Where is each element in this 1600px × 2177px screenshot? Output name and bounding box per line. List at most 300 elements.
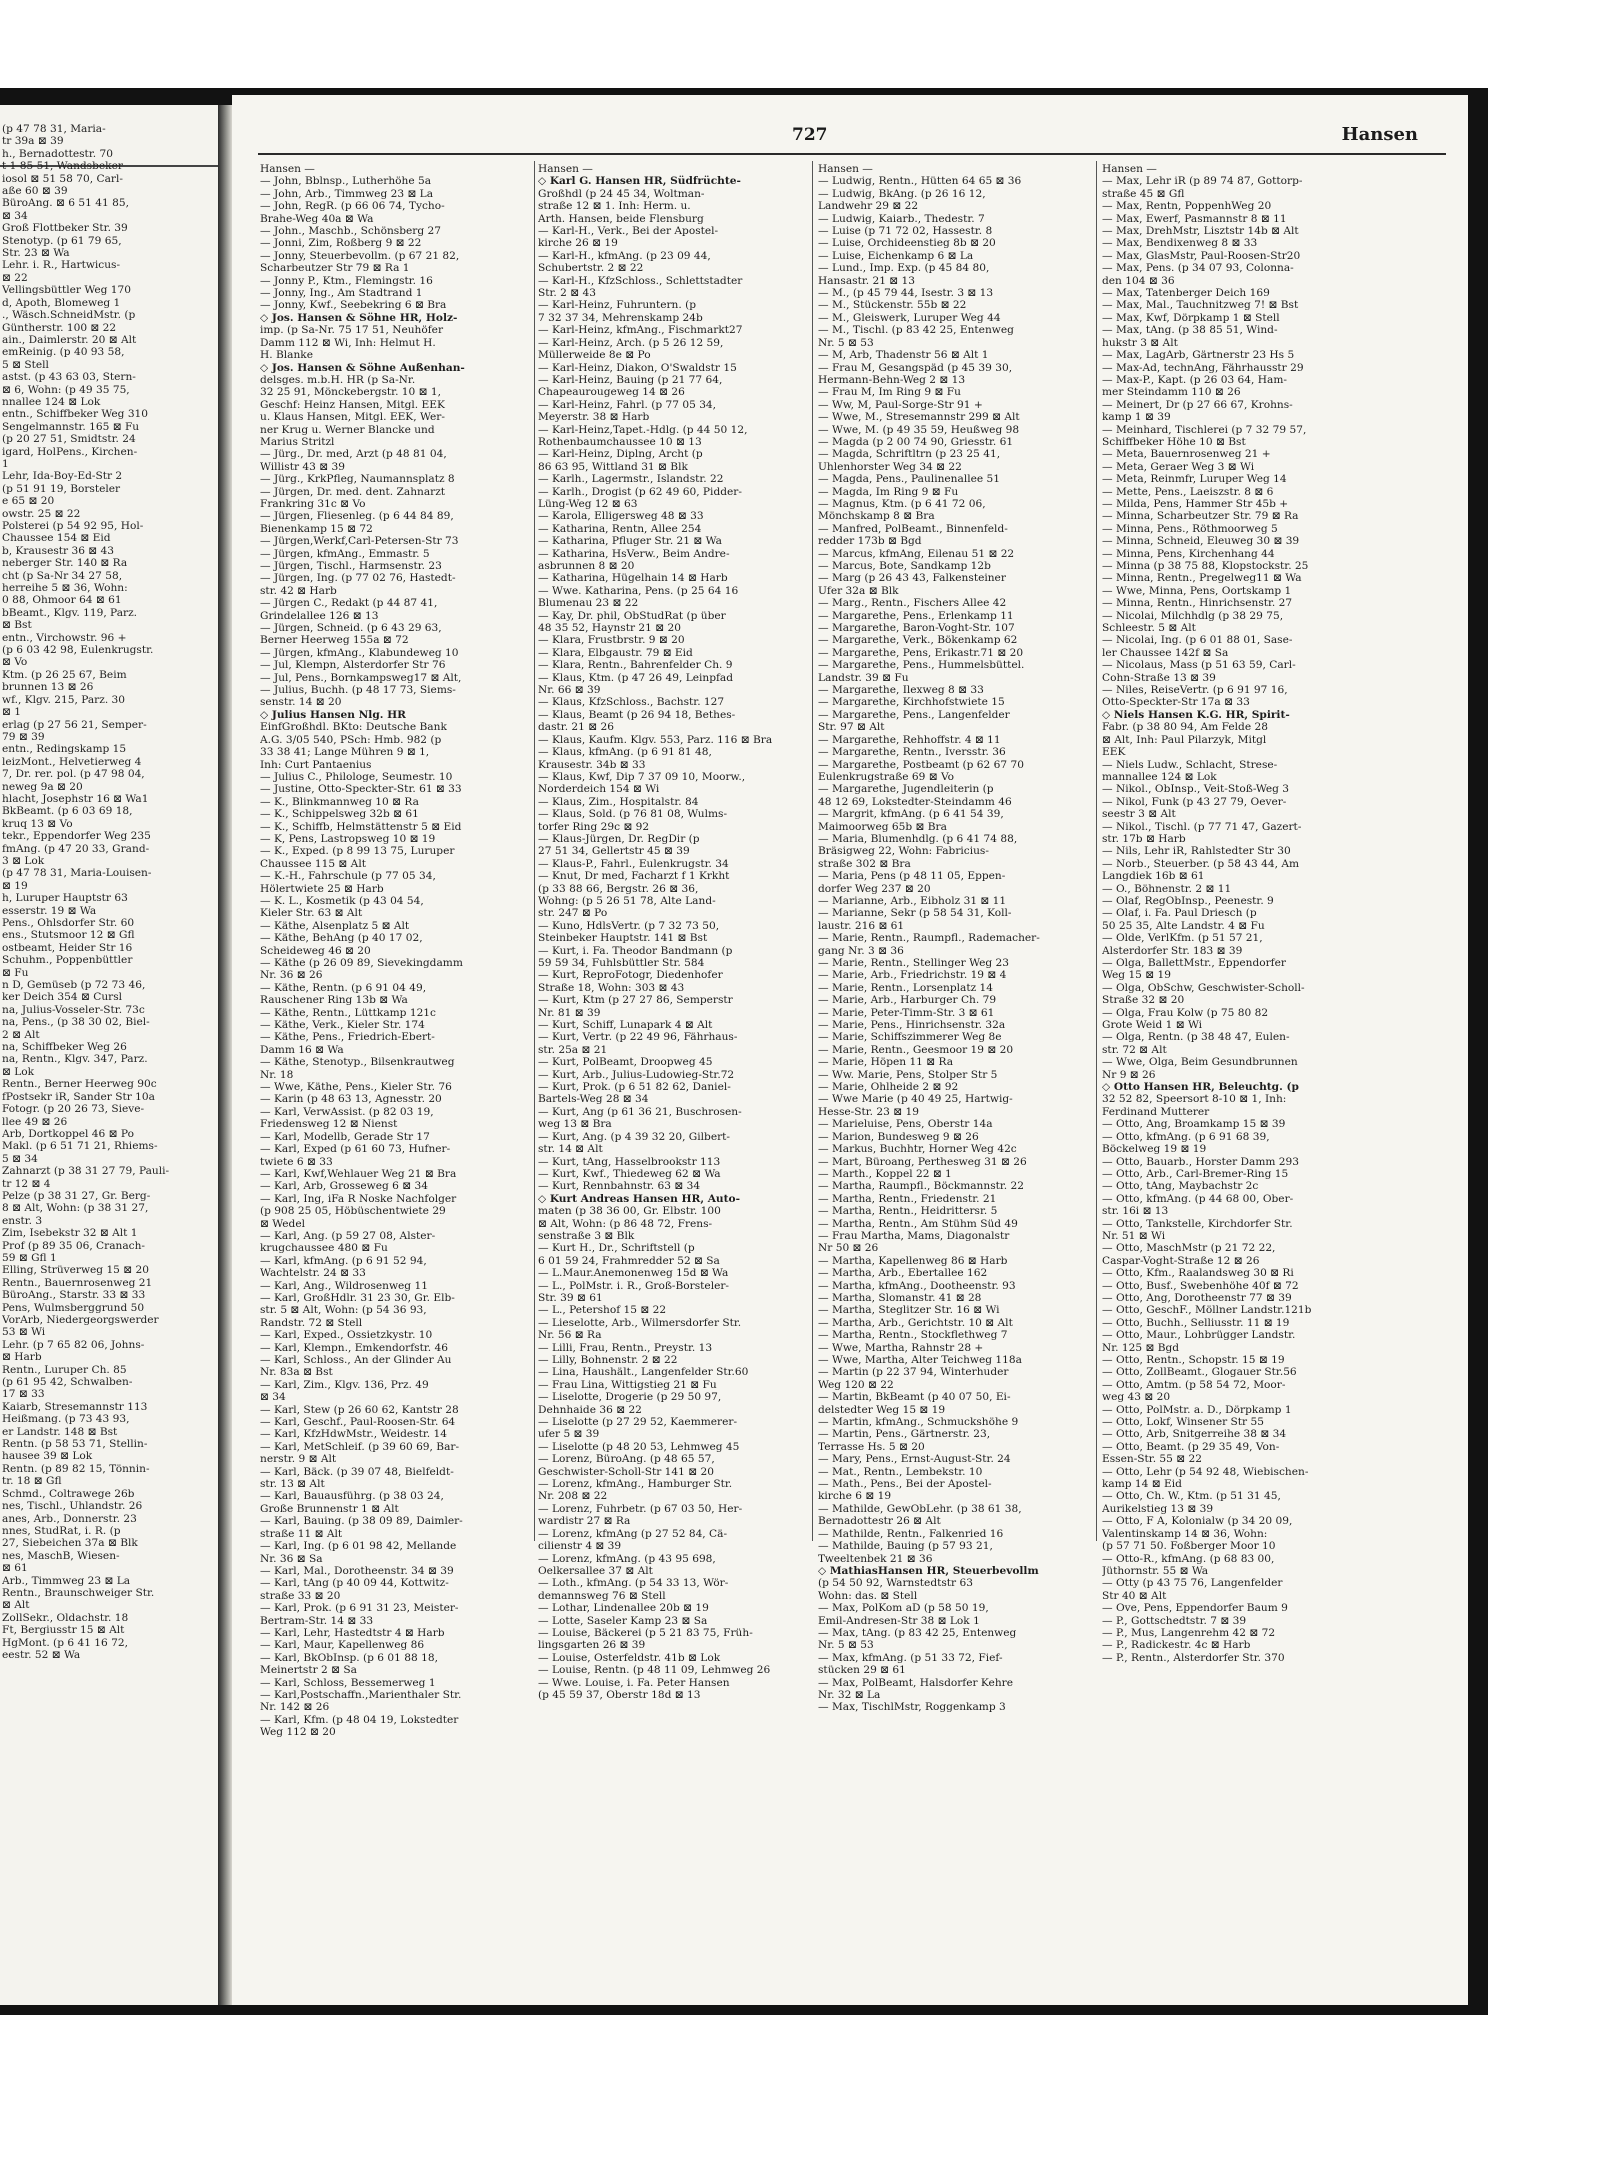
directory-entry-line: Böckelweg 19 ⊠ 19 — [1102, 1143, 1207, 1156]
directory-entry-line: torfer Ring 29c ⊠ 92 — [538, 820, 650, 833]
directory-entry-line: Geschwister-Scholl-Str 141 ⊠ 20 — [538, 1465, 714, 1478]
directory-entry-line: — Luise (p 71 72 02, Hassestr. 8 — [818, 225, 993, 238]
directory-entry-line: — Karl, Maur, Kapellenweg 86 — [260, 1639, 425, 1652]
directory-entry-line: (p 47 78 31, Maria- — [2, 123, 106, 135]
directory-entry-line: eestr. 52 ⊠ Wa — [2, 1648, 81, 1661]
directory-entry-line: maten (p 38 36 00, Gr. Elbstr. 100 — [538, 1205, 721, 1218]
directory-entry-line: Bräsigweg 22, Wohn: Fabricius- — [818, 845, 989, 858]
directory-entry-line: — K., Schiffb, Helmstättenstr 5 ⊠ Eid — [260, 820, 462, 833]
directory-entry-line: — Martha, Rentn., Heidrittersr. 5 — [818, 1205, 998, 1218]
directory-entry-line: — Karl, Bäck. (p 39 07 48, Bielfeldt- — [260, 1465, 454, 1478]
book-gutter — [218, 105, 232, 2005]
directory-entry-line: — Ludwig, Kaiarb., Thedestr. 7 — [818, 212, 985, 225]
directory-entry-line: — Olde, VerlKfm. (p 51 57 21, — [1102, 932, 1263, 945]
directory-entry-line: — Martha, Kapellenweg 86 ⊠ Harb — [818, 1254, 1008, 1267]
directory-entry-line: — Meta, Bauernrosenweg 21 + — [1102, 448, 1271, 461]
directory-entry-line: — Nikol., ObInsp., Veit-Stoß-Weg 3 — [1102, 783, 1290, 796]
directory-entry-line: — Otto-R., kfmAng. (p 68 83 00, — [1102, 1552, 1275, 1565]
directory-entry-line: — Nikol, Funk (p 43 27 79, Oever- — [1102, 795, 1287, 808]
directory-entry-line: — Karl, Zim., Klgv. 136, Prz. 49 — [260, 1378, 429, 1391]
directory-entry-line: — Klaus, kfmAng. (p 6 91 81 48, — [538, 746, 712, 759]
directory-entry-line: — Mart, Büroang, Perthesweg 31 ⊠ 26 — [818, 1155, 1027, 1168]
directory-entry-line: na, Schiffbeker Weg 26 — [2, 1041, 127, 1054]
directory-entry-line: kirche 26 ⊠ 19 — [538, 237, 618, 250]
directory-entry-line: ⊠ 19 — [2, 879, 28, 892]
directory-entry-line: Güntherstr. 100 ⊠ 22 — [2, 321, 117, 334]
directory-entry-line: — Marie, Arb., Friedrichstr. 19 ⊠ 4 — [818, 969, 1007, 982]
directory-entry-line: — Karl, BkObInsp. (p 6 01 88 18, — [260, 1651, 438, 1664]
directory-entry-line: — Margarethe, Ilexweg 8 ⊠ 33 — [818, 684, 984, 697]
directory-entry-line: — M., (p 45 79 44, Isestr. 3 ⊠ 13 — [818, 287, 994, 300]
directory-entry-line: Makl. (p 6 51 71 21, Rhiems- — [2, 1140, 158, 1153]
directory-entry-line: ⊠ 61 — [2, 1562, 28, 1575]
directory-entry-line: Chaussee 154 ⊠ Eid — [2, 532, 111, 545]
directory-entry-line: nes, MaschB, Wiesen- — [2, 1549, 120, 1562]
directory-entry-line: — Martha, Steglitzer Str. 16 ⊠ Wi — [818, 1304, 1000, 1317]
directory-entry-line: — Klara, Frustbrstr. 9 ⊠ 20 — [538, 634, 685, 647]
directory-entry-line: — Max-Ad, technAng, Fährhausstr 29 — [1102, 361, 1304, 374]
directory-entry-line: str. 5 ⊠ Alt, Wohn: (p 54 36 93, — [260, 1304, 427, 1317]
directory-entry-line: Nr. 51 ⊠ Wi — [1102, 1229, 1166, 1242]
directory-entry-line: — P., Gottschedtstr. 7 ⊠ 39 — [1102, 1614, 1247, 1627]
directory-entry-line: t 1 85 51, Wandsbeker — [2, 160, 123, 173]
directory-entry-line: Willistr 43 ⊠ 39 — [260, 460, 345, 473]
directory-entry-line: — Klaus, Kwf, Dip 7 37 09 10, Moorw., — [538, 770, 746, 783]
directory-entry-line: — Otto, Arb, Snitgerreihe 38 ⊠ 34 — [1102, 1428, 1287, 1441]
directory-entry-line: — Marth., Koppel 22 ⊠ 1 — [818, 1167, 952, 1180]
directory-entry-line: — Klaus, Sold. (p 76 81 08, Wulms- — [538, 808, 728, 821]
directory-entry-line: Nr. 83a ⊠ Bst — [260, 1366, 333, 1379]
directory-entry-line: (p 33 88 66, Bergstr. 26 ⊠ 36, — [538, 882, 699, 895]
directory-entry-line: — Maria, Blumenhdlg. (p 6 41 74 88, — [818, 832, 1018, 845]
directory-entry-line: Nr. 142 ⊠ 26 — [260, 1701, 330, 1714]
directory-entry-line: 50 25 35, Alte Landstr. 4 ⊠ Fu — [1102, 919, 1265, 932]
directory-entry-line: — Kurt, Kwf., Thiedeweg 62 ⊠ Wa — [538, 1167, 721, 1180]
directory-entry-line: — Wwe. Louise, i. Fa. Peter Hansen — [538, 1676, 730, 1689]
directory-entry-line: ZollSekr., Oldachstr. 18 — [2, 1611, 129, 1624]
directory-entry-line: — Mette, Pens., Laeiszstr. 8 ⊠ 6 — [1102, 485, 1274, 498]
directory-entry-line: delsges. m.b.H. HR (p Sa-Nr. — [260, 373, 416, 386]
directory-entry-line: — Mary, Pens., Ernst-August-Str. 24 — [818, 1453, 1011, 1466]
directory-entry-line: ostbeamt, Heider Str 16 — [2, 941, 133, 954]
directory-entry-line: — John., Maschb., Schönsberg 27 — [260, 225, 441, 238]
directory-entry-line: — Nils, Lehr iR, Rahlstedter Str 30 — [1102, 845, 1291, 858]
directory-entry-line: — Karl, Exped., Ossietzkystr. 10 — [260, 1329, 433, 1342]
directory-entry-line: str. 16i ⊠ 13 — [1102, 1205, 1169, 1218]
directory-entry-line: seestr 3 ⊠ Alt — [1102, 808, 1176, 821]
directory-entry-line: — Otto, Ch. W., Ktm. (p 51 31 45, — [1102, 1490, 1281, 1503]
directory-entry-line: ler Chaussee 142f ⊠ Sa — [1102, 646, 1229, 659]
directory-entry-line: VorArb, Niedergeorgswerder — [2, 1314, 159, 1326]
directory-entry-line: — Marie, Schiffszimmerer Weg 8e — [818, 1031, 1002, 1044]
directory-entry-line: — L., Petershof 15 ⊠ 22 — [538, 1304, 667, 1317]
directory-entry-line: — Karl-H., KfzSchloss., Schlettstadter — [538, 274, 743, 287]
directory-entry-line: Wohng: (p 5 26 51 78, Alte Land- — [538, 894, 716, 907]
directory-entry-line: — Marie, Pens., Hinrichsenstr. 32a — [818, 1019, 1006, 1032]
directory-entry-line: Scheideweg 46 ⊠ 20 — [260, 944, 371, 957]
directory-entry-line: — Liselotte (p 27 29 52, Kaemmerer- — [538, 1416, 738, 1429]
directory-entry-line: Alsterdorfer Str. 183 ⊠ 39 — [1102, 944, 1243, 957]
directory-entry-line: — Math., Pens., Bei der Apostel- — [818, 1478, 992, 1491]
directory-entry-line: — Wwe, Martha, Rahnstr 28 + — [818, 1341, 984, 1354]
directory-entry-line: 7 32 37 34, Mehrenskamp 24b — [538, 311, 703, 324]
directory-entry-line: Wohn: das. ⊠ Stell — [818, 1589, 918, 1602]
directory-entry-line: — John, Arb., Timmweg 23 ⊠ La — [260, 187, 434, 200]
directory-entry-line: gang Nr. 3 ⊠ 36 — [818, 944, 904, 957]
directory-entry-line: — Frau M, Gesangspäd (p 45 39 30, — [818, 361, 1013, 374]
directory-entry-line: — Wwe, M., Stresemannstr 299 ⊠ Alt — [818, 411, 1020, 424]
directory-entry-line: Scharbeutzer Str 79 ⊠ Ra 1 — [260, 262, 410, 275]
directory-entry-line: Nr. 32 ⊠ La — [818, 1688, 881, 1701]
directory-entry-line: — Louise, Osterfeldstr. 41b ⊠ Lok — [538, 1651, 721, 1664]
directory-entry-line: Nr. 208 ⊠ 22 — [538, 1490, 608, 1503]
directory-entry-line: — Marie, Rentn., Stellinger Weg 23 — [818, 957, 1010, 969]
directory-entry-line: — Nicolai, Ing. (p 6 01 88 01, Sase- — [1102, 634, 1293, 647]
directory-entry-line: — Marg., Rentn., Fischers Allee 42 — [818, 597, 1007, 610]
directory-entry-line: — Lotte, Saseler Kamp 23 ⊠ Sa — [538, 1614, 708, 1627]
directory-entry-line: — Karl, Lehr, Hastedtstr 4 ⊠ Harb — [260, 1626, 445, 1639]
directory-entry-line: Rentn., Braunschweiger Str. — [2, 1586, 155, 1599]
directory-entry-line: — Karl-Heinz, Bauing (p 21 77 64, — [538, 373, 723, 386]
directory-entry-line: Grindelallee 126 ⊠ 13 — [260, 609, 379, 622]
directory-entry-line: str. 247 ⊠ Po — [538, 907, 608, 920]
directory-entry-line: ⊠ Vo — [2, 656, 28, 669]
directory-entry-line: — Karl, Bauausführg. (p 38 03 24, — [260, 1490, 444, 1503]
directory-entry-line: Str 40 ⊠ Alt — [1102, 1589, 1167, 1602]
directory-entry-line: 5 ⊠ Stell — [2, 358, 49, 371]
directory-entry-line: mannallee 124 ⊠ Lok — [1102, 770, 1217, 783]
directory-entry-line: — Martin, Pens., Gärtnerstr. 23, — [818, 1428, 991, 1441]
directory-entry-line: Valentinskamp 14 ⊠ 36, Wohn: — [1102, 1527, 1268, 1540]
directory-entry-line: Hansen — — [260, 163, 315, 175]
directory-entry-line: — Martha, Arb., Ebertallee 162 — [818, 1267, 988, 1280]
directory-entry-line: — Magda, Im Ring 9 ⊠ Fu — [818, 485, 959, 498]
directory-entry-line: Prof (p 89 35 06, Cranach- — [2, 1239, 146, 1252]
directory-entry-line: Hölertwiete 25 ⊠ Harb — [260, 882, 384, 895]
directory-entry-line: h., Bernadottestr. 70 — [2, 147, 113, 160]
directory-entry-line: — Karin (p 48 63 13, Agnesstr. 20 — [260, 1093, 442, 1106]
directory-entry-line: — Karola, Elligersweg 48 ⊠ 33 — [538, 510, 704, 523]
directory-entry-line: — M., Stückenstr. 55b ⊠ 22 — [818, 299, 967, 312]
directory-entry-line: — Lorenz, kfmAng., Hamburger Str. — [538, 1478, 733, 1491]
directory-entry-line: aße 60 ⊠ 39 — [2, 185, 68, 198]
directory-entry-line: Nr. 66 ⊠ 39 — [538, 684, 601, 697]
directory-entry-line: — Käthe, BehAng (p 40 17 02, — [260, 932, 423, 945]
directory-entry-line: 32 25 91, Mönckebergstr. 10 ⊠ 1, — [260, 386, 442, 399]
directory-entry-line: Eulenkrugstraße 69 ⊠ Vo — [818, 770, 955, 783]
directory-entry-line: tr 39a ⊠ 39 — [2, 135, 64, 148]
directory-entry-line: lingsgarten 26 ⊠ 39 — [538, 1639, 646, 1652]
directory-entry-line: — Manfred, PolBeamt., Binnenfeld- — [818, 522, 1008, 535]
directory-entry-line: (p 57 71 50. Foßberger Moor 10 — [1102, 1540, 1276, 1553]
directory-entry-line: Maimoorweg 65b ⊠ Bra — [818, 820, 947, 833]
directory-entry-line: Straße 32 ⊠ 20 — [1102, 994, 1185, 1007]
directory-entry-line: BüroAng. ⊠ 6 51 41 85, — [2, 197, 129, 210]
directory-entry-line: — Marie, Rentn., Raumpfl., Rademacher- — [818, 932, 1040, 945]
directory-entry-line: — Otto, Maur., Lohbrügger Landstr. — [1102, 1329, 1296, 1342]
directory-entry-line: — Minna, Schneid, Eleuweg 30 ⊠ 39 — [1102, 535, 1300, 548]
directory-entry-line: Frankring 31c ⊠ Vo — [260, 497, 366, 510]
directory-entry-line: — Olga, ObSchw, Geschwister-Scholl- — [1102, 981, 1305, 994]
directory-entry-line: ◇ Kurt Andreas Hansen HR, Auto- — [538, 1192, 740, 1205]
directory-entry-line: — Käthe, Verk., Kieler Str. 174 — [260, 1019, 425, 1032]
directory-entry-line: str. 25a ⊠ 21 — [538, 1043, 608, 1056]
directory-entry-line: Str. 39 ⊠ 61 — [538, 1291, 603, 1304]
directory-entry-line: — Lothar, Lindenallee 20b ⊠ 19 — [538, 1602, 709, 1615]
directory-entry-line: — Otto, Busf., Swebenhöhe 40f ⊠ 72 — [1102, 1279, 1299, 1292]
directory-entry-line: — Marianne, Arb., Eibholz 31 ⊠ 11 — [818, 894, 1007, 907]
directory-entry-line: entn., Redingskamp 15 — [2, 743, 127, 756]
directory-entry-line: — Jonny, Ing., Am Stadtrand 1 — [260, 287, 423, 300]
directory-entry-line: — Lorenz, kfmAng. (p 43 95 698, — [538, 1552, 716, 1565]
directory-entry-line: — Kurt, ReproFotogr, Diedenhofer — [538, 969, 723, 982]
directory-entry-line: — Marcus, kfmAng, Eilenau 51 ⊠ 22 — [818, 547, 1015, 560]
directory-entry-line: — Minna, Pens., Röthmoorweg 5 — [1102, 522, 1278, 535]
column-divider — [812, 161, 813, 1541]
directory-entry-line: — Mathilde, Rentn., Falkenried 16 — [818, 1527, 1004, 1540]
directory-entry-line: Caspar-Voght-Straße 12 ⊠ 26 — [1102, 1254, 1260, 1267]
directory-entry-line: Terrasse Hs. 5 ⊠ 20 — [818, 1440, 925, 1453]
directory-entry-line: anes, Arb., Donnerstr. 23 — [2, 1512, 137, 1525]
directory-entry-line: — Karl, Kfm. (p 48 04 19, Lokstedter — [260, 1713, 459, 1726]
directory-entry-line: — M., Gleiswerk, Luruper Weg 44 — [818, 311, 1001, 324]
directory-entry-line: — Lieselotte, Arb., Wilmersdorfer Str. — [538, 1316, 742, 1329]
directory-entry-line: str. 42 ⊠ Harb — [260, 584, 337, 597]
directory-entry-line: BkBeamt. (p 6 03 69 18, — [2, 805, 133, 818]
directory-entry-line: — Karl, Schloss, Bessemerweg 1 — [260, 1676, 436, 1689]
directory-entry-line: — Kurt, Ktm (p 27 27 86, Semperstr — [538, 994, 733, 1007]
directory-entry-line: — Max, GlasMstr, Paul-Roosen-Str20 — [1102, 249, 1301, 262]
directory-entry-line: — Kurt, i. Fa. Theodor Bandmann (p — [538, 944, 733, 957]
directory-entry-line: — Olaf, i. Fa. Paul Driesch (p — [1102, 907, 1257, 920]
directory-entry-line: Hansen — — [538, 163, 593, 175]
directory-entry-line: — Max, Lehr iR (p 89 74 87, Gottorp- — [1102, 175, 1303, 188]
directory-entry-line: Berner Heerweg 155a ⊠ 72 — [260, 634, 409, 647]
directory-entry-line: tr 12 ⊠ 4 — [2, 1177, 51, 1190]
directory-entry-line: Schleestr. 5 ⊠ Alt — [1102, 622, 1196, 635]
directory-entry-line: Bertram-Str. 14 ⊠ 33 — [260, 1614, 374, 1627]
directory-entry-line: — Karl, Modellb, Gerade Str 17 — [260, 1130, 430, 1143]
directory-entry-line: ufer 5 ⊠ 39 — [538, 1428, 600, 1441]
directory-entry-line: — Jürgen,Werkf,Carl-Petersen-Str 73 — [260, 535, 459, 548]
directory-entry-line: — Olga, Frau Kolw (p 75 80 82 — [1102, 1006, 1269, 1019]
directory-entry-line: Nr. 36 ⊠ 26 — [260, 969, 323, 982]
directory-entry-line: — Otto, Buchh., Selliusstr. 11 ⊠ 19 — [1102, 1316, 1290, 1329]
directory-entry-line: — Wwe, Olga, Beim Gesundbrunnen — [1102, 1056, 1298, 1069]
directory-entry-line: Hansastr. 21 ⊠ 13 — [818, 274, 916, 287]
directory-entry-line: ◇ Jos. Hansen & Söhne Außenhan- — [260, 361, 465, 374]
directory-entry-line: Schmd., Coltrawege 26b — [2, 1487, 135, 1500]
directory-entry-line: Groß Flottbeker Str. 39 — [2, 222, 128, 235]
directory-entry-line: ⊠ Alt, Wohn: (p 86 48 72, Frens- — [538, 1217, 713, 1230]
directory-entry-line: neweg 9a ⊠ 20 — [2, 780, 83, 793]
directory-entry-line: Rothenbaumchaussee 10 ⊠ 13 — [538, 435, 702, 448]
directory-entry-line: Zahnarzt (p 38 31 27 79, Pauli- — [2, 1165, 170, 1178]
directory-entry-line: — Ww. Marie, Pens, Stolper Str 5 — [818, 1068, 998, 1081]
directory-entry-line: — Klara, Rentn., Bahrenfelder Ch. 9 — [538, 659, 733, 672]
directory-entry-line: Meyerstr. 38 ⊠ Harb — [538, 411, 650, 424]
directory-entry-line: — Martha, Rentn., Stockflethweg 7 — [818, 1329, 1008, 1342]
directory-entry-line: — Max, kfmAng. (p 51 33 72, Fief- — [818, 1651, 1003, 1664]
directory-entry-line: — Margrit, kfmAng. (p 6 41 54 39, — [818, 808, 1004, 821]
directory-entry-line: Str. 23 ⊠ Wa — [2, 247, 70, 260]
directory-entry-line: straße 11 ⊠ Alt — [260, 1527, 343, 1540]
directory-entry-line: — Karl, Schloss., An der Glinder Au — [260, 1354, 452, 1366]
directory-entry-line: Fotogr. (p 20 26 73, Sieve- — [2, 1103, 145, 1116]
directory-entry-line: straße 33 ⊠ 20 — [260, 1589, 341, 1602]
directory-entry-line: — Max, Mal., Tauchnitzweg 7! ⊠ Bst — [1102, 299, 1299, 312]
directory-entry-line: — Jul, Klempn, Alsterdorfer Str 76 — [260, 659, 446, 672]
directory-entry-line: Nr. 5 ⊠ 53 — [818, 336, 874, 349]
directory-entry-line: b, Krausestr 36 ⊠ 43 — [2, 544, 115, 557]
directory-entry-line: (p 6 03 42 98, Eulenkrugstr. — [2, 644, 154, 657]
directory-entry-line: Müllerweide 8e ⊠ Po — [538, 349, 651, 362]
directory-entry-line: h, Luruper Hauptstr 63 — [2, 892, 128, 905]
directory-entry-line: — Max-P., Kapt. (p 26 03 64, Ham- — [1102, 373, 1287, 386]
directory-entry-line: — L., PolMstr. i. R., Groß-Borsteler- — [538, 1279, 729, 1292]
directory-entry-line: — Katharina, HsVerw., Beim Andre- — [538, 547, 730, 560]
directory-entry-line: — Käthe, Alsenplatz 5 ⊠ Alt — [260, 919, 410, 932]
directory-entry-line: Arth. Hansen, beide Flensburg — [538, 212, 704, 225]
directory-entry-line: ◇ Otto Hansen HR, Beleuchtg. (p — [1102, 1081, 1299, 1094]
directory-entry-line: Rentn. (p 89 82 15, Tönnin- — [2, 1462, 150, 1475]
directory-entry-line: — Marion, Bundesweg 9 ⊠ 26 — [818, 1130, 979, 1143]
directory-entry-line: — Otto, F A, Kolonialw (p 34 20 09, — [1102, 1515, 1293, 1528]
directory-entry-line: kamp 1 ⊠ 39 — [1102, 411, 1171, 424]
directory-entry-line: str. 72 ⊠ Alt — [1102, 1043, 1167, 1056]
directory-entry-line: Meinertstr 2 ⊠ Sa — [260, 1664, 357, 1677]
directory-entry-line: — Katharina, Pfluger Str. 21 ⊠ Wa — [538, 535, 722, 548]
directory-entry-line: — Margarethe, Baron-Voght-Str. 107 — [818, 622, 1015, 635]
directory-entry-line: Große Brunnenstr 1 ⊠ Alt — [260, 1502, 399, 1515]
directory-entry-line: — Karl, Geschf., Paul-Roosen-Str. 64 — [260, 1416, 456, 1429]
directory-entry-line: — Martin, BkBeamt (p 40 07 50, Ei- — [818, 1391, 1011, 1404]
directory-entry-line: Arb., Timmweg 23 ⊠ La — [2, 1574, 131, 1587]
directory-entry-line: — Otto, GeschF., Möllner Landstr.121b — [1102, 1304, 1312, 1317]
directory-entry-line: — Otto, kfmAng. (p 44 68 00, Ober- — [1102, 1192, 1294, 1205]
directory-entry-line: — Wwe, Martha, Alter Teichweg 118a — [818, 1354, 1022, 1366]
directory-entry-line: Str. 97 ⊠ Alt — [818, 721, 885, 734]
directory-entry-line: — Otto, Ang, Broamkamp 15 ⊠ 39 — [1102, 1118, 1286, 1131]
directory-entry-line: — Käthe, Rentn. (p 6 91 04 49, — [260, 981, 427, 994]
directory-entry-line: — P., Radickestr. 4c ⊠ Harb — [1102, 1639, 1251, 1652]
directory-entry-line: — Kurt, Arb., Julius-Ludowieg-Str.72 — [538, 1068, 735, 1081]
directory-entry-line: — Mat., Rentn., Lembekstr. 10 — [818, 1465, 983, 1478]
directory-entry-line: dastr. 21 ⊠ 26 — [538, 721, 614, 734]
directory-entry-line: — Max, TischlMstr, Roggenkamp 3 — [818, 1701, 1006, 1714]
directory-entry-line: — Martha, kfmAng., Dootheenstr. 93 — [818, 1279, 1016, 1292]
left-page-fragment — [0, 105, 218, 2005]
directory-entry-line: — Klaus, KfzSchloss., Bachstr. 127 — [538, 696, 725, 709]
directory-entry-line: — Max, PolBeamt, Halsdorfer Kehre — [818, 1676, 1013, 1689]
directory-entry-line: — Marie, Rentn., Lorsenplatz 14 — [818, 981, 994, 994]
directory-entry-line: ⊠ 22 — [2, 271, 28, 284]
directory-entry-line: Bartels-Weg 28 ⊠ 34 — [538, 1093, 649, 1106]
directory-entry-line: — Loth., kfmAng. (p 54 33 13, Wör- — [538, 1577, 729, 1590]
directory-entry-line: krugchaussee 480 ⊠ Fu — [260, 1242, 388, 1255]
directory-entry-line: 5 ⊠ 34 — [2, 1152, 38, 1165]
directory-entry-line: — Kuno, HdlsVertr. (p 7 32 73 50, — [538, 919, 720, 932]
directory-entry-line: cht (p Sa-Nr 34 27 58, — [2, 569, 123, 582]
directory-entry-line: — Max, tAng. (p 83 42 25, Entenweg — [818, 1626, 1017, 1639]
directory-entry-line: Norderdeich 154 ⊠ Wi — [538, 783, 660, 796]
directory-entry-line: — Kurt, tAng, Hasselbrookstr 113 — [538, 1155, 721, 1168]
directory-entry-line: den 104 ⊠ 36 — [1102, 274, 1175, 287]
directory-entry-line: hlacht, Josephstr 16 ⊠ Wa1 — [2, 792, 149, 805]
directory-entry-line: — Olaf, RegObInsp., Peenestr. 9 — [1102, 894, 1274, 907]
directory-entry-line: — Otto, Rentn., Schopstr. 15 ⊠ 19 — [1102, 1354, 1285, 1366]
directory-entry-line: ker Deich 354 ⊠ Cursl — [2, 991, 123, 1004]
directory-entry-line: — Marie, Höpen 11 ⊠ Ra — [818, 1056, 954, 1069]
directory-entry-line: — Max, Pens. (p 34 07 93, Colonna- — [1102, 262, 1294, 275]
directory-entry-line: — Otto, tAng, Maybachstr 2c — [1102, 1180, 1259, 1193]
directory-entry-line: ⊠ Fu — [2, 966, 29, 979]
directory-entry-line: — Magda, Schriftltrn (p 23 25 41, — [818, 448, 1001, 461]
directory-entry-line: Damm 16 ⊠ Wa — [260, 1043, 344, 1056]
directory-entry-line: fmAng. (p 47 20 33, Grand- — [2, 842, 150, 855]
directory-entry-line: — Kurt, Prok. (p 6 51 82 62, Daniel- — [538, 1081, 731, 1094]
directory-entry-line: laustr. 216 ⊠ 61 — [818, 919, 905, 932]
directory-entry-line: kamp 14 ⊠ Eid — [1102, 1478, 1182, 1491]
directory-entry-line: enstr. 3 — [2, 1214, 43, 1227]
directory-entry-line: ⊠ Lok — [2, 1065, 35, 1078]
directory-entry-line: — Jürgen, kfmAng., Klabundeweg 10 — [260, 646, 459, 659]
directory-entry-line: Brahe-Weg 40a ⊠ Wa — [260, 212, 374, 225]
directory-entry-line: Chapeaurougeweg 14 ⊠ 26 — [538, 386, 685, 399]
directory-entry-line: — Karl, Ang., Wildrosenweg 11 — [260, 1279, 428, 1292]
directory-entry-line: — Otto, Ang, Dorotheenstr 77 ⊠ 39 — [1102, 1291, 1292, 1304]
directory-entry-line: Nr. 5 ⊠ 53 — [818, 1639, 874, 1652]
directory-entry-line: weg 43 ⊠ 20 — [1102, 1391, 1171, 1404]
directory-entry-line: — Frau Martha, Mams, Diagonalstr — [818, 1229, 1010, 1242]
directory-entry-line: Pelze (p 38 31 27, Gr. Berg- — [2, 1189, 151, 1202]
directory-entry-line: Marius Stritzl — [260, 435, 335, 448]
directory-entry-line: Nr. 56 ⊠ Ra — [538, 1329, 602, 1342]
directory-entry-line: — O., Böhnenstr. 2 ⊠ 11 — [1102, 882, 1232, 895]
directory-entry-line: — Otto, Lehr (p 54 92 48, Wiebischen- — [1102, 1465, 1309, 1478]
directory-entry-line: Landwehr 29 ⊠ 22 — [818, 200, 919, 213]
directory-entry-line: — Kurt H., Dr., Schriftstell (p — [538, 1242, 695, 1255]
directory-entry-line: u. Klaus Hansen, Mitgl. EEK, Wer- — [260, 411, 445, 424]
directory-entry-line: ◇ Niels Hansen K.G. HR, Spirit- — [1102, 708, 1290, 721]
directory-entry-line: — Karl, Ang. (p 59 27 08, Alster- — [260, 1229, 436, 1242]
directory-entry-line: Vellingsbüttler Weg 170 — [2, 284, 132, 297]
directory-entry-line: — Karl, Klempn., Emkendorfstr. 46 — [260, 1341, 448, 1354]
directory-entry-line: ner Krug u. Werner Blancke und — [260, 423, 435, 436]
directory-entry-line: Lehr. i. R., Hartwicus- — [2, 259, 121, 272]
directory-entry-line: — Kurt, Schiff, Lunapark 4 ⊠ Alt — [538, 1019, 713, 1032]
running-head: Hansen — [1341, 124, 1418, 145]
directory-entry-line: — Karl,Postschaffn.,Marienthaler Str. — [260, 1688, 462, 1701]
directory-entry-line: ⊠ 1 — [2, 706, 21, 719]
directory-entry-line: straße 302 ⊠ Bra — [818, 857, 911, 870]
directory-entry-line: delstedter Weg 15 ⊠ 19 — [818, 1403, 946, 1416]
directory-entry-line: dorfer Weg 237 ⊠ 20 — [818, 882, 931, 895]
directory-entry-line: — Karl, Stew (p 26 60 62, Kantstr 28 — [260, 1403, 459, 1416]
directory-entry-line: Randstr. 72 ⊠ Stell — [260, 1316, 363, 1329]
directory-entry-line: na, Rentn., Klgv. 347, Parz. — [2, 1053, 148, 1066]
directory-entry-line: wf., Klgv. 215, Parz. 30 — [2, 693, 126, 706]
directory-entry-line: — Katharina, Hügelhain 14 ⊠ Harb — [538, 572, 728, 585]
directory-entry-line: — Minna, Pens, Kirchenhang 44 — [1102, 547, 1275, 560]
directory-entry-line: — Karl-Heinz, Diakon, O'Swaldstr 15 — [538, 361, 737, 374]
directory-entry-line: — Käthe (p 26 09 89, Sievekingdamm — [260, 957, 463, 969]
directory-entry-line: straße 45 ⊠ Gfl — [1102, 187, 1185, 200]
directory-entry-line: ., Wäsch.SchneidMstr. (p — [2, 309, 136, 322]
directory-entry-line: Tweeltenbek 21 ⊠ 36 — [818, 1552, 933, 1565]
directory-entry-line: — Julius C., Philologe, Seumestr. 10 — [260, 770, 453, 783]
right-page — [232, 95, 1468, 2005]
